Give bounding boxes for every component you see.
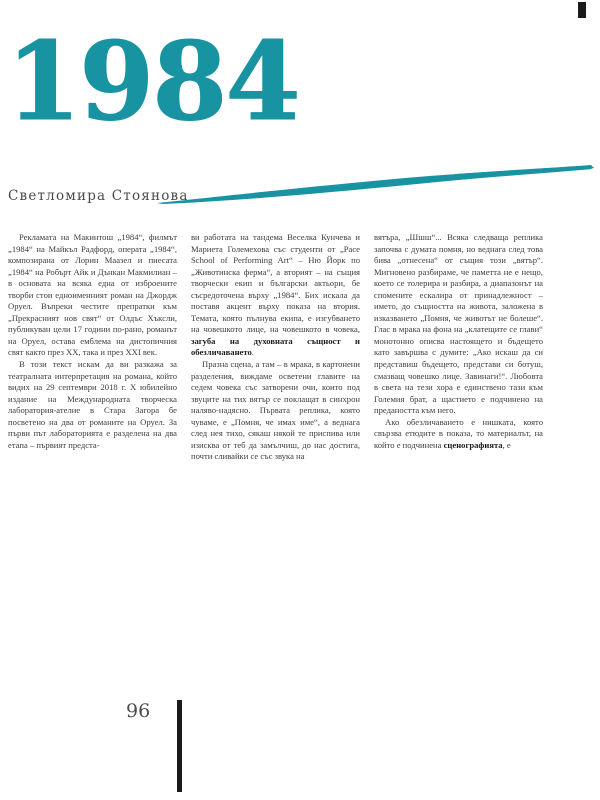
title-swoosh-decoration (155, 163, 595, 205)
body-text: Рекламата на Макинтош „1984“, филмът „1984“ на Майкъл Радфорд, операта „1984“, композирана от Лорин Маазел и пиесата „1984“ на Робърт Айк и Дънкан Макмилиан – в основата на всяка една от изброените творби стои едноименният роман на Джордж Оруел. Въпреки честите препратки към „Прекрасният нов свят“ от Олдъс Хъксли, публикуван цели 17 години по-рано, романът на Оруел, остава емблема на дистопичния свят както през XX, така и през XXI век. (8, 232, 177, 358)
emphasised-text: загуба на духовната същност и обезличаването (191, 335, 360, 358)
body-text: , е (502, 439, 511, 450)
paragraph (374, 417, 543, 452)
paragraph (374, 232, 543, 417)
paragraph (191, 359, 360, 463)
text-column-1 (8, 232, 177, 694)
body-text: Ако обезличаването е нишката, която свързва етюдите в показа, то материалът, на който е подчинена (374, 416, 543, 450)
text-column-3 (374, 232, 543, 694)
paragraph (191, 232, 360, 359)
article-masthead (0, 19, 600, 213)
swoosh-brushstroke-icon (155, 163, 595, 205)
footer-vertical-rule (177, 700, 182, 792)
body-text: ви работата на тандема Веселка Кунчева и Мариета Големехова със студенти от „Pace School of Performing Art“ – Ню Йорк по „Животинска ферма“, а вторият – на същия творчески екип и български актьори, бе съсредоточена върху „1984“. Бих искала да поставя акцент върху показа на втория. Темата, която пълнува екипа, е изгубването на човешкото лице, на човешкото в човека, (191, 232, 360, 335)
page-number: 96 (126, 700, 151, 722)
paragraph (8, 359, 177, 451)
paragraph (8, 232, 177, 359)
crop-registration-mark (578, 2, 586, 18)
page-title: 1984 (6, 19, 299, 145)
author-byline: Светломира Стоянова (8, 188, 189, 204)
body-text: вятъра, „Шшш“... Всяка следваща реплика започва с думата помня, но веднага след това бива „отнесена“ от същия този „вятър“. Мигновено разбираме, че паметта не е нещо, което се толерира и разбира, а диапазонът на спомените ескалира от принадлежност – името, до същността на живота, заложена в изказването „Помня, че животът не болеше“. Глас в мрака на фона на „клатещите се глави“ монотонно описва настоящето и бъдещето като завършва с думите: „Ако искаш да си представиш бъдещето, представи си ботуш, смазващ човешко лице. Завинаги!“. Любовта в света на тези хора е единствено тази към Големия брат, а щастието е подчинено на предаността към него. (374, 232, 543, 416)
body-text: Празна сцена, а там – в мрака, в картонени разделения, виждаме осветени главите на седем човека със затворени очи, които под звуците на тих вятър се поклащат в синхрон наляво-надясно. Първата реплика, която чуваме, е „Помня, че имах име“, а веднага след нея тихо, сякаш някой те приспива или изисква от теб да замълчиш, до нас достига, почти сливайки се със звука на (191, 359, 360, 462)
article-body-columns (8, 232, 592, 694)
emphasised-text: сценографията (443, 439, 503, 450)
body-text: . (251, 347, 254, 358)
text-column-2 (191, 232, 360, 694)
body-text: В този текст искам да ви разкажа за театралната интерпретация на романа, който видих на 29 септември 2018 г. X юбилейно издание на Международната творческа лаборатория-ателие в Стара Загора бе посветено на два от романите на Оруел. За първи път лабораторията е разделена на два етапа – първият предста- (8, 359, 177, 450)
